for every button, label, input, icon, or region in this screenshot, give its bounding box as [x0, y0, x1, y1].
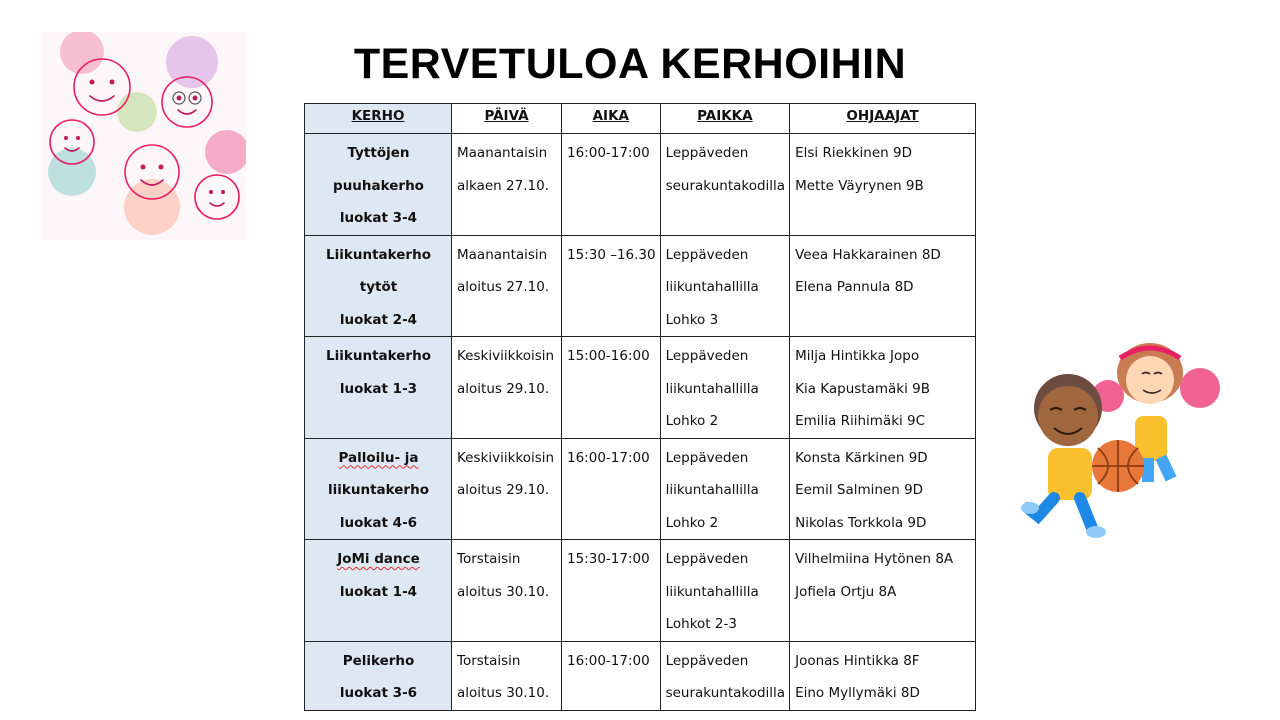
paikka-cell: Leppäveden liikuntahallilla Lohko 2: [660, 337, 790, 439]
aika-cell: 16:00-17:00: [562, 438, 661, 540]
header-aika: AIKA: [562, 104, 661, 134]
club-schedule-table: [304, 103, 976, 711]
header-paikka: PAIKKA: [660, 104, 790, 134]
page-title: TERVETULOA KERHOIHIN: [353, 40, 907, 88]
kerho-cell: JoMi dance luokat 1-4: [305, 540, 452, 642]
kerho-cell: Liikuntakerho luokat 1-3: [305, 337, 452, 439]
aika-cell: 16:00-17:00: [562, 134, 661, 236]
header-ohjaajat: OHJAAJAT: [790, 104, 976, 134]
table-row: [305, 438, 976, 540]
kerho-cell: Tyttöjen puuhakerho luokat 3-4: [305, 134, 452, 236]
table-row: [305, 641, 976, 710]
paikka-cell: Leppäveden liikuntahallilla Lohkot 2-3: [660, 540, 790, 642]
kerho-cell: Palloilu- ja liikuntakerho luokat 4-6: [305, 438, 452, 540]
paiva-cell: Keskiviikkoisin aloitus 29.10.: [452, 337, 562, 439]
kids-faces-illustration: [42, 32, 246, 240]
kerho-cell: Liikuntakerho tytöt luokat 2-4: [305, 235, 452, 337]
kids-playing-illustration: [1020, 338, 1230, 543]
aika-cell: 16:00-17:00: [562, 641, 661, 710]
table-row: [305, 134, 976, 236]
ohjaajat-cell: Vilhelmiina Hytönen 8A Jofiela Ortju 8A: [790, 540, 976, 642]
paiva-cell: Maanantaisin alkaen 27.10.: [452, 134, 562, 236]
aika-cell: 15:00-16:00: [562, 337, 661, 439]
paiva-cell: Maanantaisin aloitus 27.10.: [452, 235, 562, 337]
ohjaajat-cell: Konsta Kärkinen 9D Eemil Salminen 9D Nikolas Torkkola 9D: [790, 438, 976, 540]
ohjaajat-cell: Joonas Hintikka 8F Eino Myllymäki 8D: [790, 641, 976, 710]
paikka-cell: Leppäveden seurakuntakodilla: [660, 641, 790, 710]
paikka-cell: Leppäveden seurakuntakodilla: [660, 134, 790, 236]
table-row: [305, 235, 976, 337]
paiva-cell: Keskiviikkoisin aloitus 29.10.: [452, 438, 562, 540]
table-header-row: [305, 104, 976, 134]
table-row: [305, 337, 976, 439]
ohjaajat-cell: Milja Hintikka Jopo Kia Kapustamäki 9B Emilia Riihimäki 9C: [790, 337, 976, 439]
aika-cell: 15:30-17:00: [562, 540, 661, 642]
paikka-cell: Leppäveden liikuntahallilla Lohko 3: [660, 235, 790, 337]
header-kerho: KERHO: [305, 104, 452, 134]
paiva-cell: Torstaisin aloitus 30.10.: [452, 641, 562, 710]
ohjaajat-cell: Elsi Riekkinen 9D Mette Väyrynen 9B: [790, 134, 976, 236]
ohjaajat-cell: Veea Hakkarainen 8D Elena Pannula 8D: [790, 235, 976, 337]
aika-cell: 15:30 –16.30: [562, 235, 661, 337]
kerho-cell: Pelikerho luokat 3-6: [305, 641, 452, 710]
paikka-cell: Leppäveden liikuntahallilla Lohko 2: [660, 438, 790, 540]
header-paiva: PÄIVÄ: [452, 104, 562, 134]
paiva-cell: Torstaisin aloitus 30.10.: [452, 540, 562, 642]
table-row: [305, 540, 976, 642]
